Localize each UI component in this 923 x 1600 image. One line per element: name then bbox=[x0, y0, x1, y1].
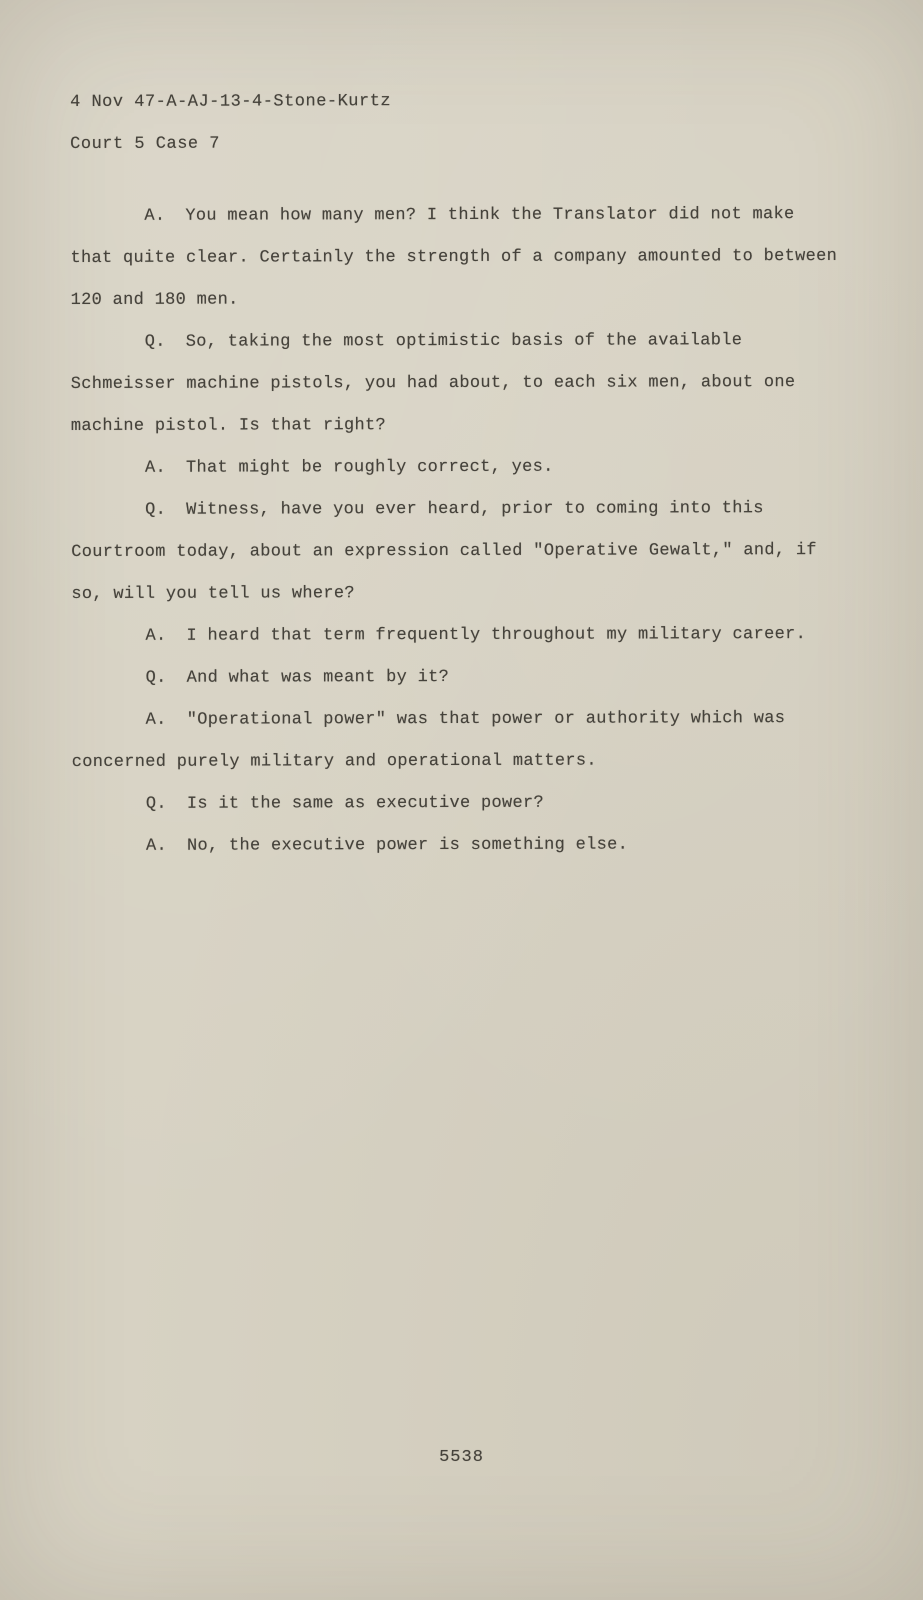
line-text: Witness, have you ever heard, prior to coming into this Courtroom today, about an expression called "Operative Gewalt," and, if so, will you tell us where? bbox=[71, 499, 817, 604]
page-content bbox=[70, 80, 845, 868]
line-text: No, the executive power is something else. bbox=[186, 835, 629, 856]
transcript-body bbox=[70, 194, 845, 868]
speaker-label: Q. bbox=[145, 500, 167, 520]
header-reference-line: 4 Nov 47-A-AJ-13-4-Stone-Kurtz bbox=[70, 92, 392, 112]
line-text: "Operational power" was that power or authority which was concerned purely military and operational matters. bbox=[71, 709, 786, 772]
line-text: So, taking the most optimistic basis of the available Schmeisser machine pistols, you had about, to each six men, about one machine pistol. Is that right? bbox=[70, 331, 796, 436]
transcript-line bbox=[70, 194, 843, 322]
transcript-line bbox=[71, 488, 844, 616]
transcript-line bbox=[72, 698, 845, 784]
line-text: Is it the same as executive power? bbox=[186, 793, 544, 814]
speaker-label: A. bbox=[144, 458, 167, 478]
header-court-case-line: Court 5 Case 7 bbox=[70, 134, 221, 154]
speaker-label: A. bbox=[145, 626, 167, 646]
speaker-label: Q. bbox=[144, 332, 166, 352]
line-text: You mean how many men? I think the Translator did not make that quite clear. Certainly the strength of a company amounted to between 120 and 180 men. bbox=[70, 205, 838, 310]
speaker-label: A. bbox=[144, 206, 166, 226]
speaker-label: A. bbox=[145, 710, 167, 730]
transcript-line bbox=[72, 782, 845, 826]
transcript-line bbox=[72, 824, 845, 868]
speaker-label: A. bbox=[145, 836, 168, 856]
transcript-line bbox=[71, 614, 844, 658]
transcript-line bbox=[71, 320, 844, 448]
transcript-line bbox=[72, 656, 845, 700]
document-header bbox=[70, 80, 843, 166]
speaker-label: Q. bbox=[145, 794, 167, 814]
transcript-line bbox=[71, 446, 844, 490]
line-text: I heard that term frequently throughout my military career. bbox=[186, 625, 807, 646]
line-text: And what was meant by it? bbox=[186, 668, 450, 688]
page-number: 5538 bbox=[439, 1448, 484, 1467]
speaker-label: Q. bbox=[145, 668, 167, 688]
line-text: That might be roughly correct, yes. bbox=[186, 457, 554, 478]
